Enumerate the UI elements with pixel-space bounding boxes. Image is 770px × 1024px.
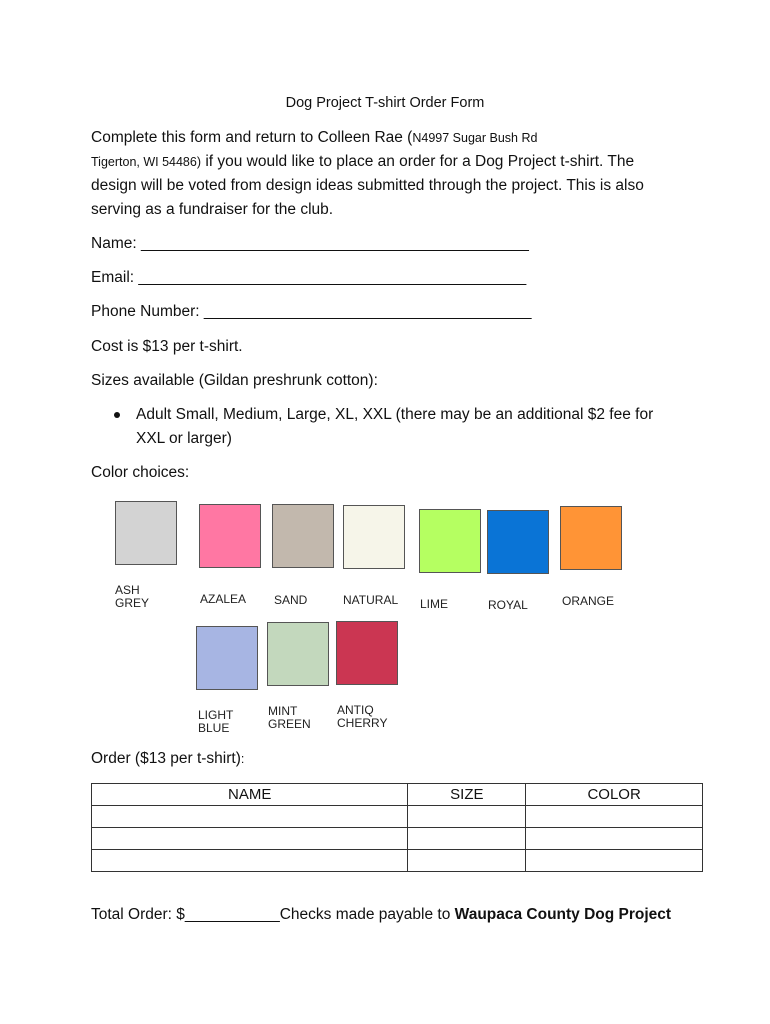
- size-cell[interactable]: [408, 850, 526, 872]
- table-header-row: [92, 784, 703, 806]
- color-cell[interactable]: [526, 806, 703, 828]
- intro-line-1: [91, 129, 537, 147]
- order-heading-colon: :: [240, 752, 245, 766]
- table-header-color: COLOR: [526, 784, 703, 806]
- name-cell[interactable]: [92, 828, 408, 850]
- color-heading: Color choices:: [91, 464, 190, 481]
- color-label: LIGHT BLUE: [198, 708, 234, 735]
- color-swatch-sand: [272, 504, 334, 568]
- page-title: Dog Project T-shirt Order Form: [285, 95, 485, 111]
- address-city: Tigerton, WI 54486): [91, 155, 202, 169]
- name-field[interactable]: Name: _____________________________________________: [91, 235, 529, 252]
- order-table: [91, 783, 703, 872]
- color-cell[interactable]: [526, 850, 703, 872]
- color-label: LIME: [420, 597, 449, 611]
- color-cell[interactable]: [526, 828, 703, 850]
- color-label: AZALEA: [200, 592, 247, 606]
- size-cell[interactable]: [408, 828, 526, 850]
- table-header-name: NAME: [92, 784, 408, 806]
- table-row: [92, 850, 703, 872]
- table-row: [92, 806, 703, 828]
- intro-text: Complete this form and return to Colleen Rae (: [91, 129, 413, 146]
- order-heading-text: Order ($13 per t-shirt): [91, 750, 241, 767]
- intro-text: if you would like to place an order for a Dog Project t-shirt. The: [201, 153, 635, 170]
- table-row: [92, 828, 703, 850]
- color-swatch-lime: [419, 509, 481, 573]
- total-order-label[interactable]: Total Order: $___________Checks made payable to: [91, 906, 455, 923]
- total-order-line: [91, 906, 671, 924]
- color-swatch-antiq-cherry: [336, 621, 398, 685]
- name-cell[interactable]: [92, 806, 408, 828]
- cost-text: Cost is $13 per t-shirt.: [91, 338, 243, 355]
- color-swatch-mint-green: [267, 622, 329, 686]
- intro-line-4: serving as a fundraiser for the club.: [91, 201, 334, 218]
- order-heading: [91, 750, 244, 768]
- color-label: SAND: [274, 593, 308, 607]
- table-header-size: SIZE: [408, 784, 526, 806]
- color-label: MINT GREEN: [268, 704, 311, 731]
- payee-name: Waupaca County Dog Project: [454, 906, 672, 923]
- size-cell[interactable]: [408, 806, 526, 828]
- color-swatch-azalea: [199, 504, 261, 568]
- color-swatch-orange: [560, 506, 622, 570]
- color-swatch-ash-grey: [115, 501, 177, 565]
- color-swatch-natural: [343, 505, 405, 569]
- address-street: N4997 Sugar Bush Rd: [412, 131, 538, 145]
- name-cell[interactable]: [92, 850, 408, 872]
- sizes-heading: Sizes available (Gildan preshrunk cotton):: [91, 372, 378, 389]
- phone-field[interactable]: Phone Number: ______________________________________: [91, 303, 532, 320]
- color-label: ASH GREY: [115, 583, 150, 610]
- intro-line-2: [91, 153, 634, 171]
- sizes-bullet-line-2: XXL or larger): [136, 430, 232, 447]
- color-label: ORANGE: [562, 594, 615, 608]
- color-swatch-royal: [487, 510, 549, 574]
- email-field[interactable]: Email: _____________________________________________: [91, 269, 527, 286]
- sizes-bullet-line-1: Adult Small, Medium, Large, XL, XXL (there may be an additional $2 fee for: [136, 406, 654, 423]
- color-swatch-light-blue: [196, 626, 258, 690]
- bullet-icon: [114, 412, 120, 418]
- color-label: ROYAL: [488, 598, 528, 612]
- intro-line-3: design will be voted from design ideas submitted through the project. This is also: [91, 177, 644, 194]
- color-label: ANTIQ CHERRY: [337, 703, 388, 730]
- color-label: NATURAL: [343, 593, 399, 607]
